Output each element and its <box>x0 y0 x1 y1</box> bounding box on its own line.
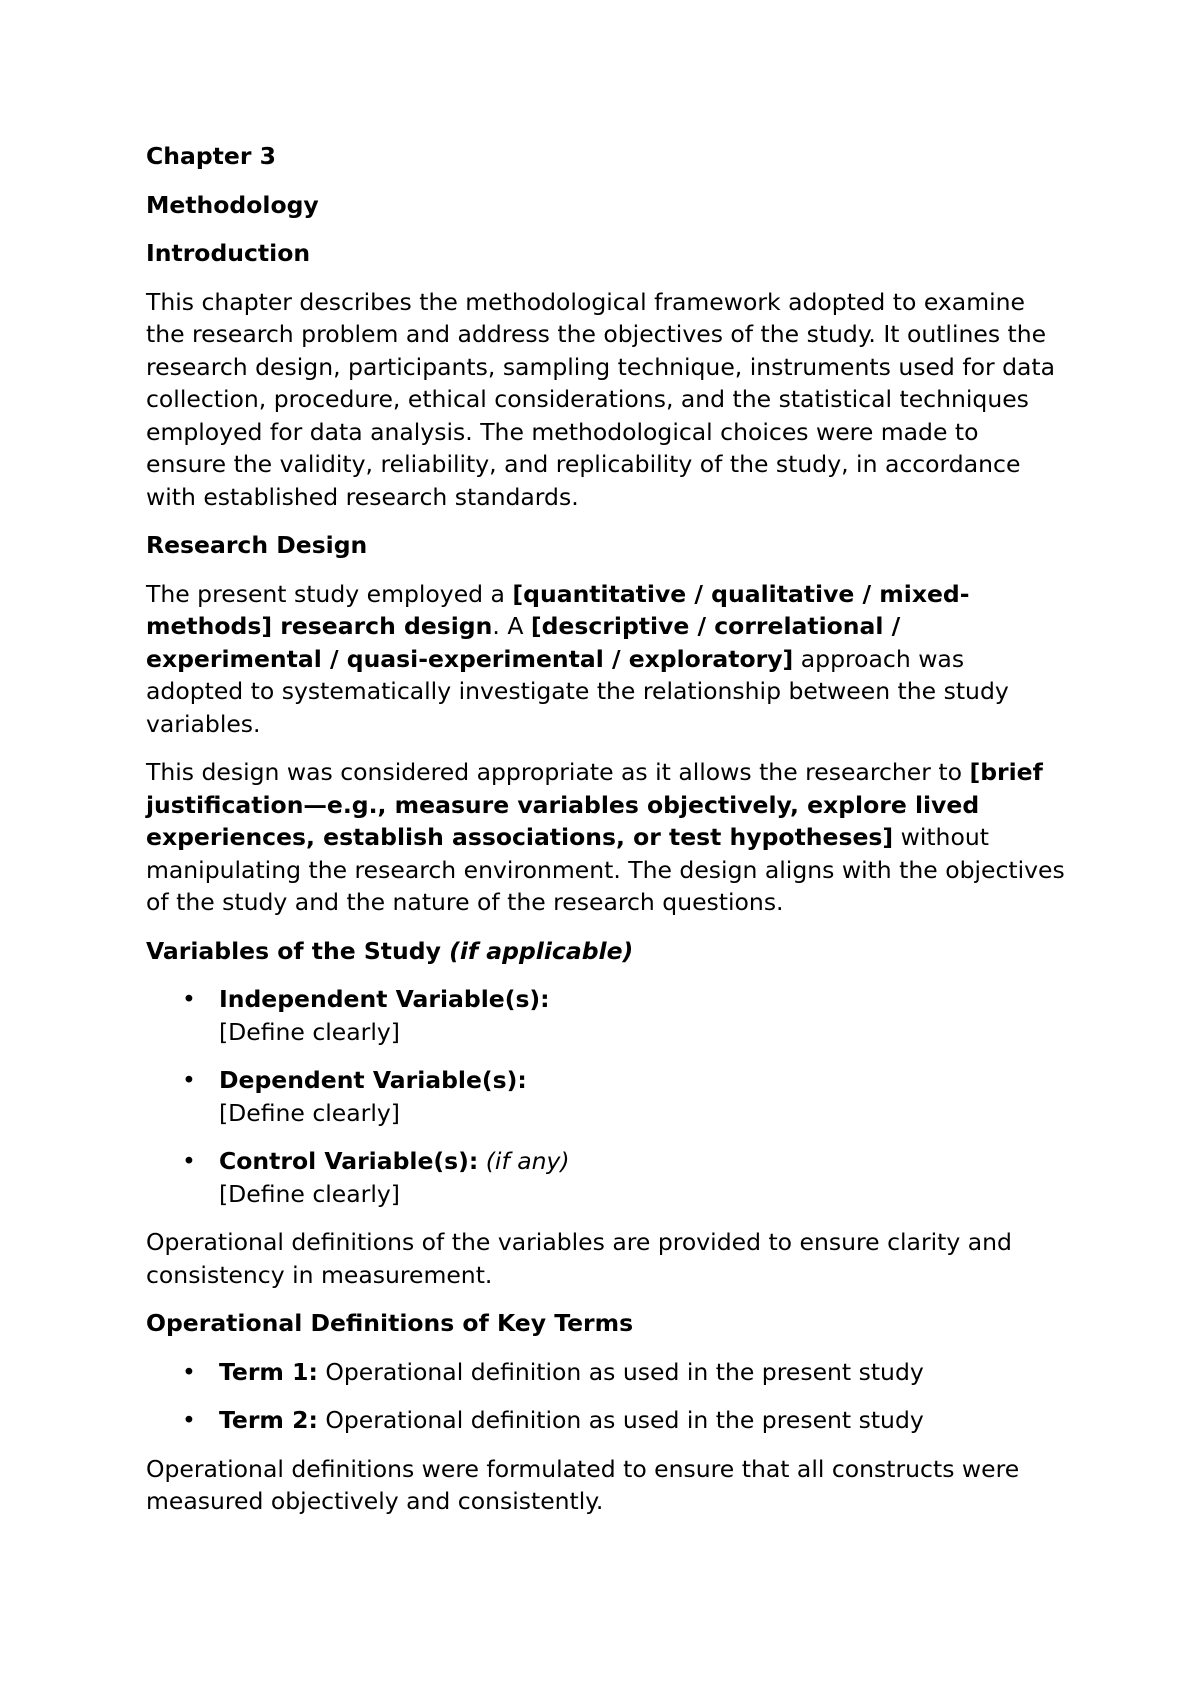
design-type-placeholder: [quantitative / qualitative / mixed-methods] research design <box>146 579 970 640</box>
list-item <box>146 1145 1066 1210</box>
text-run: without manipulating the research environment. The design aligns with the objectives of the study and the nature of the research questions. <box>146 823 1065 916</box>
text-run: This design was considered appropriate as it allows the researcher to <box>146 758 970 786</box>
list-item <box>146 1356 1066 1389</box>
definitions-closing-paragraph: Operational definitions were formulated to ensure that all constructs were measured objectively and consistently. <box>146 1454 1020 1515</box>
definitions-heading: Operational Definitions of Key Terms <box>146 1309 634 1337</box>
approach-placeholder: [descriptive / correlational / experimental / quasi-experimental / exploratory] <box>146 612 901 673</box>
term-label: Term 1: <box>219 1357 318 1386</box>
chapter-title: Methodology <box>146 190 319 219</box>
variable-label: Dependent Variable(s): <box>219 1066 527 1094</box>
list-item <box>146 983 1066 1048</box>
bullet-icon: • <box>182 1357 196 1386</box>
research-design-paragraph-1 <box>146 578 1066 741</box>
chapter-number: Chapter 3 <box>146 142 276 170</box>
text-run: approach was adopted to systematically investigate the relationship between the study variables. <box>146 644 1009 738</box>
document-body <box>146 140 1066 1534</box>
text-run: The present study employed a <box>146 579 513 608</box>
variables-heading-note: (if applicable) <box>449 936 634 965</box>
term-definition: Operational definition as used in the present study <box>325 1357 924 1386</box>
variables-heading <box>146 935 1066 968</box>
variable-value: [Define clearly] <box>219 1179 400 1208</box>
justification-placeholder: [brief justification—e.g., measure variables objectively, explore lived experiences, establish associations, or test hypotheses] <box>146 758 1043 851</box>
research-design-heading: Research Design <box>146 531 368 559</box>
variables-heading-text: Variables of the Study <box>146 936 441 965</box>
variable-note: (if any) <box>485 1147 570 1175</box>
variable-label: Independent Variable(s): <box>219 985 550 1013</box>
variable-value: [Define clearly] <box>219 1017 400 1046</box>
bullet-icon: • <box>182 985 196 1013</box>
variable-label: Control Variable(s): <box>219 1147 479 1175</box>
variables-closing-paragraph: Operational definitions of the variables are provided to ensure clarity and consistency in measurement. <box>146 1228 1012 1289</box>
bullet-icon: • <box>182 1147 196 1175</box>
list-item <box>146 1064 1066 1129</box>
research-design-paragraph-2 <box>146 756 1066 919</box>
definitions-list <box>146 1356 1066 1437</box>
variable-value: [Define clearly] <box>219 1098 400 1127</box>
bullet-icon: • <box>182 1066 196 1094</box>
text-run: . A <box>492 612 531 640</box>
intro-paragraph: This chapter describes the methodological framework adopted to examine the research problem and address the objectives of the study. It outlines the research design, participants, sampling technique, instruments used for data collection, procedure, ethical considerations, and the statistical techniques employed for data analysis. The methodological choices were made to ensure the validity, reliability, and replicability of the study, in accordance with established research standards. <box>146 287 1056 511</box>
intro-heading: Introduction <box>146 239 311 267</box>
variables-list <box>146 983 1066 1210</box>
term-definition: Operational definition as used in the present study <box>325 1406 924 1434</box>
term-label: Term 2: <box>219 1406 318 1434</box>
bullet-icon: • <box>182 1406 196 1434</box>
list-item <box>146 1404 1066 1437</box>
